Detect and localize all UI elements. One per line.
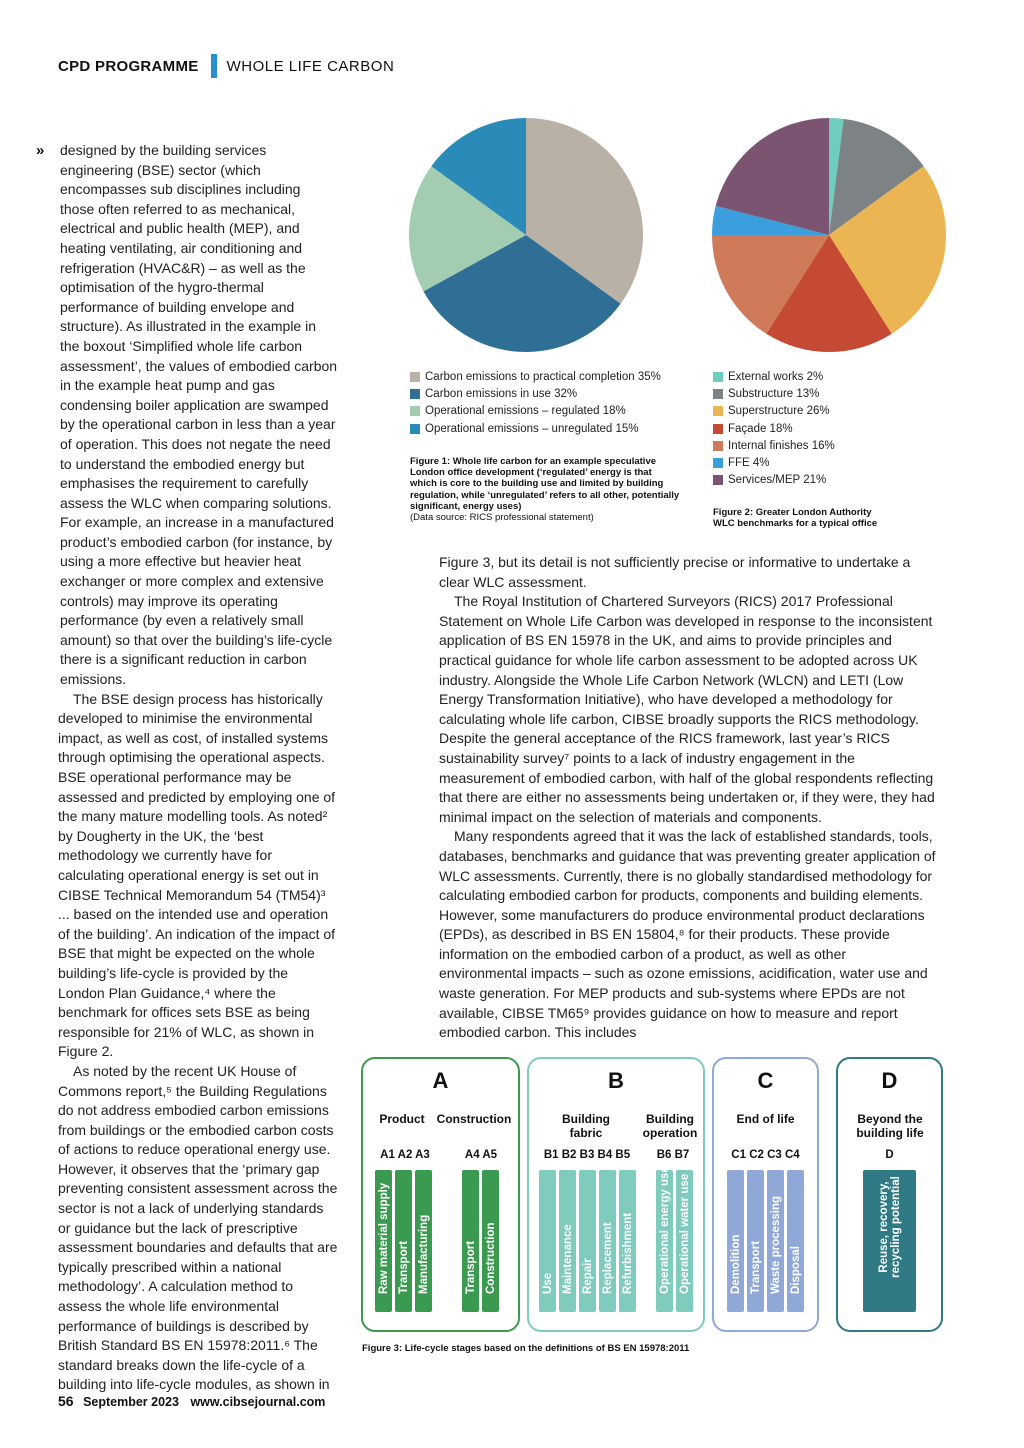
stage-c2-label: Transport bbox=[749, 1240, 762, 1294]
left-paragraph-2: The BSE design process has historically developed to minimise the environmental impact, as well as cost, of installed systems through optimising the operational aspects. BSE operational performance may be assessed and predicted by employing one of the many mature modelling tools. As noted² by Dougherty in the UK, the ‘best methodology we currently have for calculating operational energy is set out in CIBSE Technical Memorandum 54 (TM54)³ ... based on the intended use and operation of the building’. An indication of the impact of BSE that might be expected on the whole building’s life-cycle is provided by the London Plan Guidance,⁴ where the benchmark for offices sets BSE as being responsible for 21% of WLC, as shown in Figure 2. bbox=[58, 690, 336, 1060]
stage-b6-label: Operational energy use bbox=[658, 1166, 671, 1294]
figure1-legend-item-4 bbox=[410, 420, 661, 437]
stage-a2-strip bbox=[395, 1170, 412, 1312]
figure1-caption-title: Figure 1: Whole life carbon for an example speculative London office development (‘regulated’ energy is that which is core to the building use and limited by building regulation, while ‘unregulated’ refers to all other, potentially significant, energy uses) bbox=[410, 456, 680, 512]
figure2-legend-item-4 bbox=[713, 420, 835, 437]
stage-b1-strip bbox=[539, 1170, 556, 1312]
figure2-caption bbox=[713, 507, 913, 529]
website-link[interactable]: www.cibsejournal.com bbox=[190, 1395, 326, 1409]
stage-c-letter: C bbox=[757, 1068, 774, 1093]
stage-d-title: Beyond the building life bbox=[856, 1112, 924, 1140]
stage-d-code: D bbox=[885, 1149, 894, 1161]
stage-a3-label: Manufacturing bbox=[417, 1214, 430, 1294]
stage-b7-strip bbox=[676, 1170, 693, 1312]
stage-c-end-of-life-title: End of life bbox=[736, 1112, 795, 1126]
stage-c4-strip bbox=[787, 1170, 804, 1312]
page-footer bbox=[58, 1393, 325, 1409]
figure2-legend-label-4: Façade 18% bbox=[728, 422, 793, 435]
figure2-legend-swatch-1 bbox=[713, 372, 723, 382]
stage-c-codes: C1 C2 C3 C4 bbox=[731, 1149, 800, 1161]
stage-b-fabric-codes: B1 B2 B3 B4 B5 bbox=[543, 1149, 631, 1161]
page-header bbox=[58, 54, 394, 78]
stage-b3-label: Repair bbox=[581, 1258, 594, 1294]
left-column bbox=[36, 141, 338, 1395]
stage-a-construction-title: Construction bbox=[436, 1112, 512, 1126]
left-paragraph-3: As noted by the recent UK House of Commons report,⁵ the Building Regulations do not address embodied carbon emissions from buildings or the embodied carbon costs of actions to reduce operational energy use. However, it observes that the ‘primary gap preventing consistent assessment across the sector is not a lack of underlying standards or guidance but the lack of prescriptive assessment boundaries and defaults that are typically prescribed within a national methodology’. A calculation method to assess the whole life environmental performance of buildings is described by British Standard BS EN 15978:2011.⁶ The standard breaks down the life-cycle of a building into life-cycle modules, as shown in bbox=[58, 1062, 338, 1393]
stage-d-label: Reuse, recovery, recycling potential bbox=[877, 1176, 902, 1278]
figure2-legend-item-1 bbox=[713, 368, 835, 385]
figure1-pie-chart bbox=[408, 117, 644, 353]
figure2-legend bbox=[713, 368, 835, 489]
stage-a4-label: Transport bbox=[464, 1240, 477, 1294]
stage-b1-label: Use bbox=[541, 1272, 554, 1294]
stage-a-product-codes: A1 A2 A3 bbox=[380, 1149, 430, 1161]
stage-b4-label: Replacement bbox=[601, 1222, 614, 1294]
right-paragraph-2: The Royal Institution of Chartered Surveyors (RICS) 2017 Professional Statement on Whole Life Carbon was developed in response to the inconsistent application of BS EN 15978 in the UK, and aims to provide principles and practical guidance for whole life carbon assessment to be adopted across UK industry. Alongside the Whole Life Carbon Network (WLCN) and LETI (Low Energy Transformation Initiative), who have developed a methodology for calculating whole life carbon, CIBSE broadly supports the RICS methodology. Despite the general acceptance of the RICS framework, last year’s RICS sustainability survey⁷ points to a lack of industry engagement in the measurement of embodied carbon, with half of the global respondents reflecting that there are either no assessments being undertaken or, if they were, they had minimal impact on the selection of materials and components. bbox=[439, 593, 935, 825]
figure1-legend-item-2 bbox=[410, 385, 661, 402]
figure1-caption-source: (Data source: RICS professional statement) bbox=[410, 512, 594, 524]
stage-c1-label: Demolition bbox=[729, 1234, 742, 1294]
right-column bbox=[439, 553, 936, 1043]
stage-a2-label: Transport bbox=[397, 1240, 410, 1294]
stage-c3-strip bbox=[767, 1170, 784, 1312]
figure2-legend-label-5: Internal finishes 16% bbox=[728, 439, 835, 452]
left-paragraph-1: designed by the building services engineering (BSE) sector (which encompasses sub disciplines including those often referred to as mechanical, electrical and public health (MEP), and heating ventilating, air conditioning and refrigeration (HVAC&R) – as well as the optimisation of the hygro-thermal performance of building envelope and structure). As illustrated in the example in the boxout ‘Simplified whole life carbon assessment’, the values of embodied carbon in the example heat pump and gas condensing boiler application are swamped by the operational carbon in less than a year of operation. This does not negate the need to understand the embodied energy but emphasises the requirement to carefully assess the WLC when comparing solutions. For example, an increase in a manufactured product’s embodied carbon (for instance, by using a more effective but heavier heat exchanger or more complex and extensive controls) may improve its operating performance (by even a relatively small amount) so that over the building’s life-cycle there is a significant reduction in carbon emissions. bbox=[60, 142, 338, 688]
stage-a3-strip bbox=[415, 1170, 432, 1312]
figure2-caption-line1: Figure 2: Greater London Authority bbox=[713, 507, 872, 518]
figure2-pie-chart bbox=[711, 117, 947, 353]
figure2-legend-label-1: External works 2% bbox=[728, 370, 824, 383]
figure2-legend-swatch-4 bbox=[713, 424, 723, 434]
stage-b5-label: Refurbishment bbox=[621, 1212, 634, 1294]
stage-c4-label: Disposal bbox=[789, 1246, 802, 1294]
figure1-legend-item-3 bbox=[410, 403, 661, 420]
right-paragraph-3: Many respondents agreed that it was the lack of established standards, tools, databases, benchmarks and guidance that was preventing greater application of WLC assessments. Currently, there is no globally standardised methodology for calculating embodied carbon for products, components and building elements. However, some manufacturers do produce environmental product declarations (EPDs), as described in BS EN 15804,⁸ for their products. These provide information on the embodied carbon of a product, as well as other environmental impacts – such as ozone emissions, acidification, water use and waste generation. For MEP products and sub-systems where EPDs are not available, CIBSE TM65⁹ provides guidance on how to measure and report embodied carbon. This includes bbox=[439, 828, 936, 1041]
stage-b5-strip bbox=[619, 1170, 636, 1312]
figure2-legend-label-6: FFE 4% bbox=[728, 457, 770, 470]
continuation-chevron-icon: » bbox=[36, 142, 45, 159]
stage-a1-strip bbox=[375, 1170, 392, 1312]
right-paragraph-1: Figure 3, but its detail is not sufficiently precise or informative to undertake a clear WLC assessment. bbox=[439, 554, 911, 590]
figure2-legend-item-7 bbox=[713, 472, 835, 489]
stage-a5-strip bbox=[482, 1170, 499, 1312]
stage-b-operation-title: Building operation bbox=[642, 1112, 698, 1140]
figure1-legend-item-1 bbox=[410, 368, 661, 385]
stage-b-letter: B bbox=[608, 1068, 624, 1093]
figure1-legend-label-2: Carbon emissions in use 32% bbox=[425, 387, 578, 400]
stage-a4-strip bbox=[462, 1170, 479, 1312]
programme-label: CPD PROGRAMME bbox=[58, 57, 199, 75]
figure1-legend-label-1: Carbon emissions to practical completion 35% bbox=[425, 370, 661, 383]
figure2-legend-swatch-3 bbox=[713, 406, 723, 416]
stage-b3-strip bbox=[579, 1170, 596, 1312]
page-number: 56 bbox=[58, 1393, 74, 1409]
stage-d-strip bbox=[863, 1170, 916, 1312]
header-divider bbox=[211, 54, 217, 78]
stage-a-construction-codes: A4 A5 bbox=[464, 1149, 498, 1161]
figure2-legend-swatch-7 bbox=[713, 475, 723, 485]
figure2-legend-label-3: Superstructure 26% bbox=[728, 405, 830, 418]
figure3-caption: Figure 3: Life-cycle stages based on the definitions of BS EN 15978:2011 bbox=[362, 1343, 690, 1354]
figure2-legend-label-7: Services/MEP 21% bbox=[728, 474, 827, 487]
figure2-legend-item-3 bbox=[713, 403, 835, 420]
stage-a5-label: Construction bbox=[484, 1222, 497, 1294]
figure2-legend-item-5 bbox=[713, 437, 835, 454]
figure2-caption-line2: WLC benchmarks for a typical office bbox=[713, 518, 878, 530]
figure1-legend bbox=[410, 368, 661, 437]
stage-b-operation-codes: B6 B7 bbox=[656, 1149, 690, 1161]
stage-b7-label: Operational water use bbox=[678, 1173, 691, 1294]
figure2-legend-label-2: Substructure 13% bbox=[728, 387, 820, 400]
figure1-legend-swatch-4 bbox=[410, 424, 420, 434]
figure1-caption bbox=[410, 456, 680, 523]
stage-b4-strip bbox=[599, 1170, 616, 1312]
stage-a-product-title: Product bbox=[379, 1112, 425, 1126]
stage-b6-strip bbox=[656, 1166, 673, 1312]
figure1-legend-swatch-2 bbox=[410, 389, 420, 399]
stage-c2-strip bbox=[747, 1170, 764, 1312]
stage-c1-strip bbox=[727, 1170, 744, 1312]
stage-c3-label: Waste processing bbox=[769, 1196, 782, 1294]
figure1-legend-label-3: Operational emissions – regulated 18% bbox=[425, 405, 626, 418]
stage-d-letter: D bbox=[881, 1068, 898, 1093]
stage-b2-label: Maintenance bbox=[561, 1224, 574, 1294]
figure2-legend-item-2 bbox=[713, 385, 835, 402]
figure1-legend-swatch-1 bbox=[410, 372, 420, 382]
figure2-legend-swatch-5 bbox=[713, 441, 723, 451]
figure2-legend-item-6 bbox=[713, 454, 835, 471]
figure2-legend-swatch-6 bbox=[713, 458, 723, 468]
figure1-legend-swatch-3 bbox=[410, 406, 420, 416]
figure1-legend-label-4: Operational emissions – unregulated 15% bbox=[425, 422, 639, 435]
stage-a1-label: Raw material supply bbox=[377, 1182, 390, 1294]
issue-date: September 2023 bbox=[83, 1395, 179, 1409]
stage-a-letter: A bbox=[432, 1068, 449, 1093]
stage-b2-strip bbox=[559, 1170, 576, 1312]
section-label: WHOLE LIFE CARBON bbox=[226, 57, 395, 75]
figure2-legend-swatch-2 bbox=[713, 389, 723, 399]
stage-b-fabric-title: Building fabric bbox=[562, 1112, 610, 1140]
